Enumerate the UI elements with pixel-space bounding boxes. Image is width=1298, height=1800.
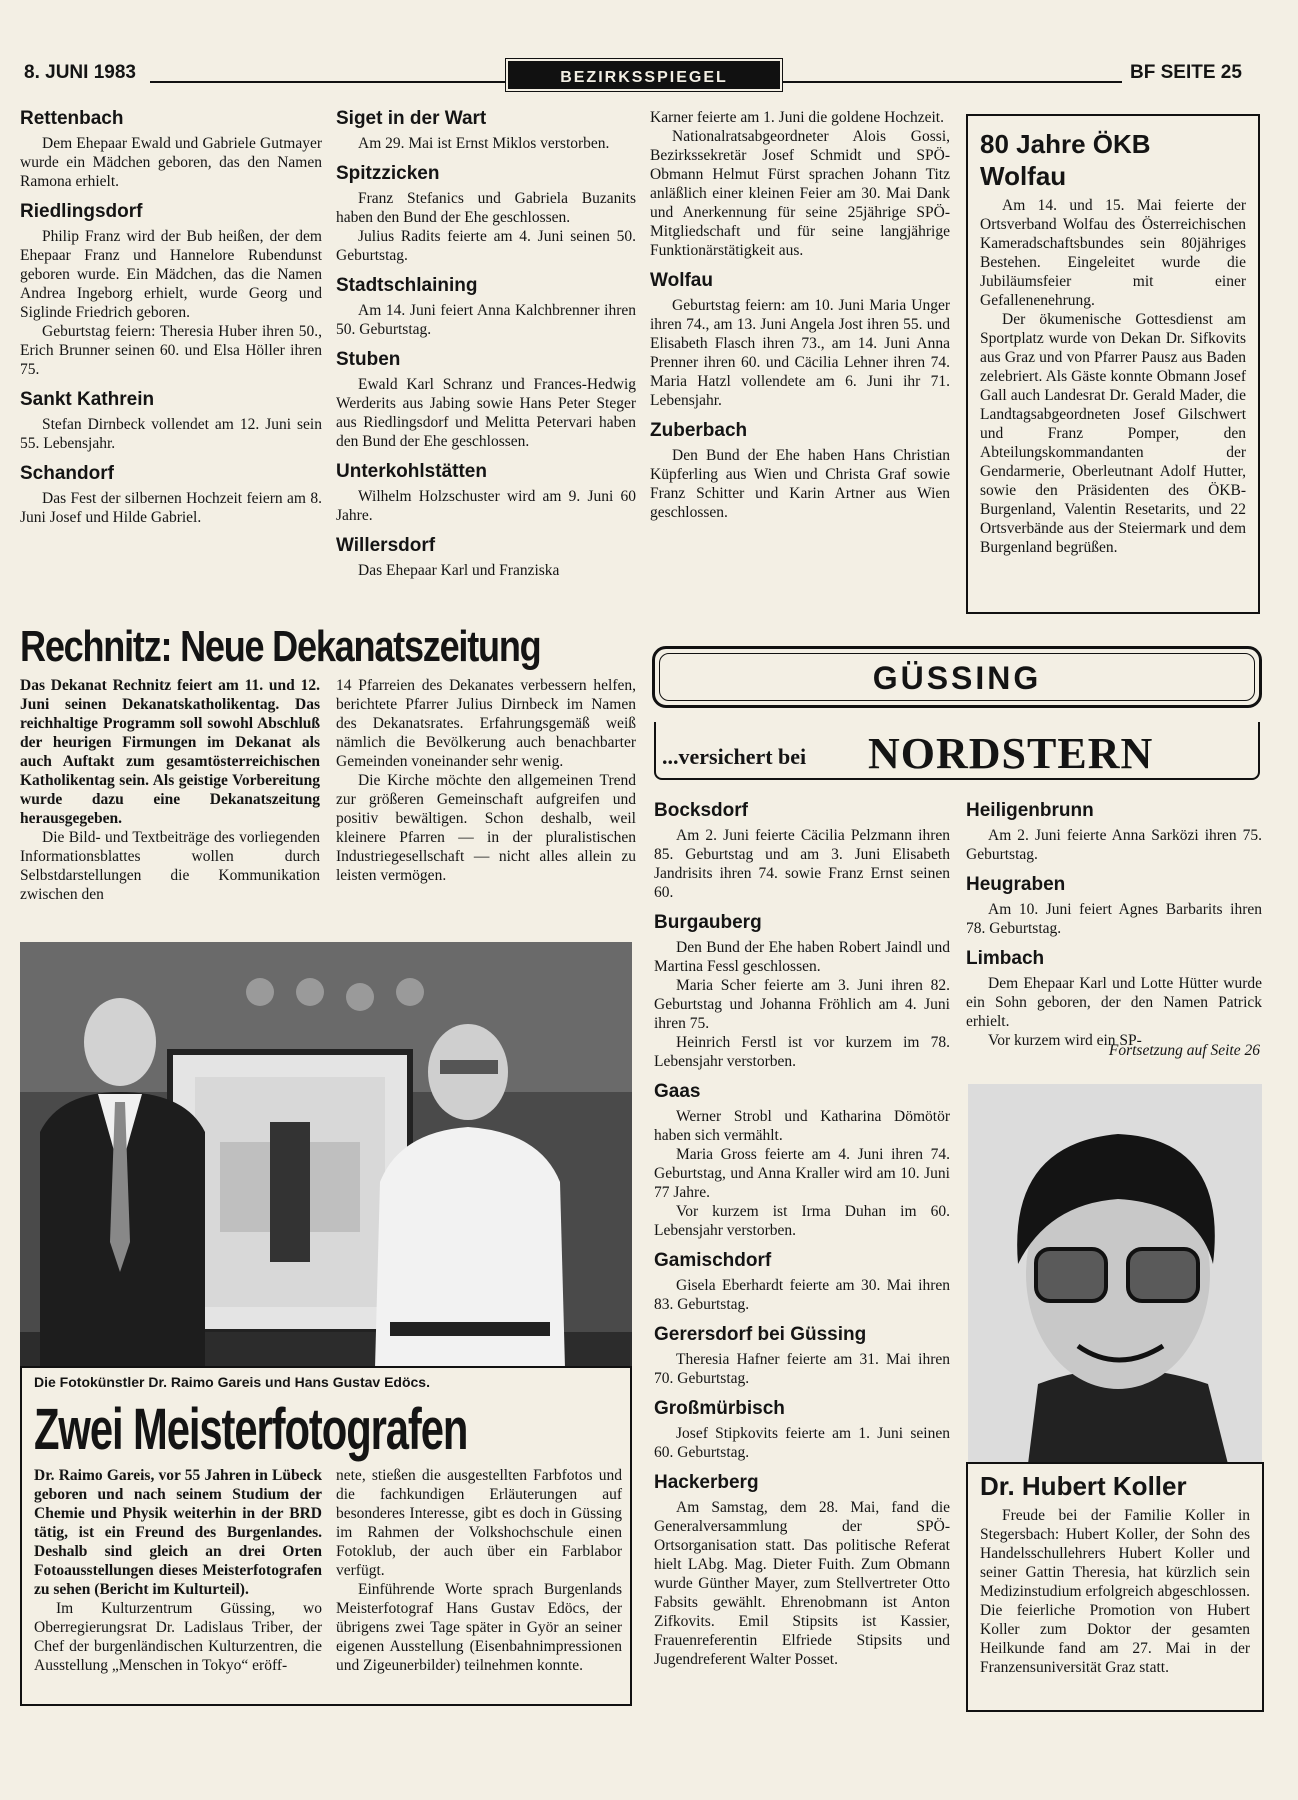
issue-date: 8. JUNI 1983 [24,62,136,83]
section-paragraph: Den Bund der Ehe haben Hans Christian Küpferling aus Wien und Christa Graf sowie Franz Schitter und Karin Artner aus Wien geschlossen. [650,447,950,521]
section-heading: Riedlingsdorf [20,201,143,222]
sponsor-strip [654,722,1260,780]
section-heading: Wolfau [650,270,713,291]
section-heading: Burgauberg [654,912,762,933]
section-heading: Unterkohlstätten [336,461,487,482]
section-heading: Zuberbach [650,420,748,441]
section-heading: Willersdorf [336,535,436,556]
section-paragraph: Am 29. Mai ist Ernst Miklos verstorben. [358,135,610,152]
photographers-photo [20,942,632,1368]
header-rule-right [782,81,1122,83]
section-heading: Bocksdorf [654,800,748,821]
rechnitz-para-4: Die Kirche möchte den allgemeinen Trend zur größeren Gemeinschaft aufgreifen und positiv bewältigen. Schon deshalb, weil kleinere Pfarren — in der pluralistischen Industriegesellschaft — nicht alles allein zu leisten vermögen. [336,772,636,884]
okb-title: 80 Jahre ÖKB [980,129,1151,159]
rechnitz-para-3: 14 Pfarreien des Dekanates verbessern helfen, berichtete Pfarrer Julius Dirnbeck im Namen des Dekanatsrates. Erfahrungsgemäß weiß nämlich die Bevölkerung auch benachbarter Gemeinden voneinander sehr wenig. [336,677,636,770]
section-paragraph: Karner feierte am 1. Juni die goldene Hochzeit. [650,109,944,126]
column-1 [20,108,322,527]
rechnitz-col-2 [336,676,636,885]
section-paragraph: Werner Strobl und Katharina Dömötör haben sich vermählt. [654,1108,950,1144]
column-2 [336,108,636,580]
guessing-banner [652,646,1262,708]
section-heading: Heugraben [966,874,1066,895]
section-paragraph: Franz Stefanics und Gabriela Buzanits haben den Bund der Ehe geschlossen. [336,190,636,226]
guessing-title: GÜSSING [659,653,1255,701]
section-paragraph: Das Ehepaar Karl und Franziska [358,562,560,579]
section-heading: Siget in der Wart [336,108,487,129]
guessing-column-2 [966,800,1262,1050]
section-paragraph: Geburtstag feiern: Theresia Huber ihren 50., Erich Brunner seinen 60. und Elsa Höller ihren 75. [20,323,322,378]
section-paragraph: Maria Gross feierte am 4. Juni ihren 74. Geburtstag, und Anna Kraller wird am 10. Juni 77 Jahre. [654,1146,950,1201]
section-heading: Hackerberg [654,1472,759,1493]
section-paragraph: Maria Scher feierte am 3. Juni ihren 82. Geburtstag und Johanna Fröhlich am 4. Juni ihren 75. [654,977,950,1032]
section-paragraph: Gisela Eberhardt feierte am 30. Mai ihren 83. Geburtstag. [654,1277,950,1313]
koller-name: Dr. Hubert Koller [980,1471,1187,1501]
koller-portrait [968,1084,1262,1464]
section-paragraph: Josef Stipkovits feierte am 1. Juni seinen 60. Geburtstag. [654,1425,950,1461]
section-paragraph: Am 14. Juni feiert Anna Kalchbrenner ihren 50. Geburtstag. [336,302,636,338]
photo-caption: Die Fotokünstler Dr. Raimo Gareis und Hans Gustav Edöcs. [34,1374,430,1390]
section-paragraph: Am 10. Juni feiert Agnes Barbarits ihren 78. Geburtstag. [966,901,1262,937]
koller-portrait-art [968,1084,1262,1464]
okb-box [966,114,1260,614]
rechnitz-col-1 [20,676,320,904]
okb-para-1: Am 14. und 15. Mai feierte der Ortsverband Wolfau des Österreichischen Kameradschaftsbundes sein 80jähriges Bestehen. Eingeleitet wurde die Jubiläumsfeier mit einer Gefallenenehrung. [980,197,1246,309]
section-paragraph: Dem Ehepaar Karl und Lotte Hütter wurde ein Sohn geboren, der den Namen Patrick erhielt. [966,975,1262,1030]
koller-text: Freude bei der Familie Koller in Stegersbach: Hubert Koller, der Sohn des Handelsschullehrers Hubert Koller und seiner Gattin Theresia, hat kürzlich sein Medizinstudium erfolgreich abgeschlossen. Die feierliche Promotion von Hubert Koller zum Doktor der gesamten Heilkunde fand am 27. Mai in der Franzensuniversität Graz statt. [980,1507,1250,1676]
section-paragraph: Das Fest der silbernen Hochzeit feiern am 8. Juni Josef und Hilde Gabriel. [20,490,322,526]
foto-lead: Dr. Raimo Gareis, vor 55 Jahren in Lübeck geboren und nach seinem Studium der Chemie und Physik weiterhin in der BRD tätig, ist ein Freund des Burgenlandes. Deshalb sind gleich an drei Orten Fotoausstellungen dieses Meisterfotografen zu sehen (Bericht im Kulturteil). [34,1467,322,1598]
rechnitz-para-2: Die Bild- und Textbeiträge des vorliegenden Informationsblattes wollen durch Selbstdarstellungen die Kommunikation zwischen den [20,829,320,903]
section-paragraph: Heinrich Ferstl ist vor kurzem im 78. Lebensjahr verstorben. [654,1034,950,1070]
section-paragraph: Am Samstag, dem 28. Mai, fand die Generalversammlung der SPÖ-Ortsorganisation statt. Das politische Referat hielt LAbg. Mag. Dieter Fuith. Zum Obmann wurde Günther Mayer, zum Stellvertreter Otto Fabsits gewählt. Ehrenobmann ist Anton Zifkovits. Emil Stipsits ist Kassier, Frauenreferentin Elfriede Stipsits und Jugendreferent Walter Posset. [654,1499,950,1668]
section-heading: Rettenbach [20,108,124,129]
rechnitz-lead: Das Dekanat Rechnitz feiert am 11. und 12. Juni seinen Dekanatskatholikentag. Das reichhaltige Programm soll sowohl Abschluß der heurigen Firmungen im Dekanat als auch Auftakt zum gesamtösterreichischen Katholikentag sein. Als geistige Vorbereitung wurde dazu eine Dekanatszeitung herausgegeben. [20,677,320,827]
header-rule-left [150,81,505,83]
section-heading: Großmürbisch [654,1398,785,1419]
foto-para-3: nete, stießen die ausgestellten Farbfotos und die fachkundigen Erläuterungen auf besonderes Interesse, gibt es doch in Güssing im Rahmen der Volkshochschule einen Fotoklub, der auch über ein Farblabor verfügt. [336,1467,622,1579]
section-paragraph: Den Bund der Ehe haben Robert Jaindl und Martina Fessl geschlossen. [654,939,950,975]
section-paragraph: Stefan Dirnbeck vollendet am 12. Juni sein 55. Lebensjahr. [20,416,322,452]
foto-col-2 [336,1466,622,1675]
koller-box [966,1462,1264,1712]
section-heading: Gerersdorf bei Güssing [654,1324,867,1345]
sponsor-name: NORDSTERN [868,729,1154,778]
section-paragraph: Vor kurzem wird ein SP- [988,1032,1142,1049]
section-heading: Spitzzicken [336,163,440,184]
section-paragraph: Vor kurzem ist Irma Duhan im 60. Lebensjahr verstorben. [654,1203,950,1239]
sponsor-prefix: ...versichert bei [662,744,807,769]
section-paragraph: Ewald Karl Schranz und Frances-Hedwig Werderits aus Jabing sowie Hans Peter Steger aus Riedlingsdorf und Melitta Petervari haben den Bund der Ehe geschlossen. [336,376,636,450]
rechnitz-headline: Rechnitz: Neue Dekanatszeitung [20,622,541,671]
guessing-column-1 [654,800,950,1669]
section-heading: Limbach [966,948,1045,969]
section-paragraph: Theresia Hafner feierte am 31. Mai ihren 70. Geburtstag. [654,1351,950,1387]
photographers-headline: Zwei Meisterfotografen [34,1397,468,1462]
foto-para-4: Einführende Worte sprach Burgenlands Meisterfotograf Hans Gustav Edöcs, der übrigens zwei Tage später in Györ an seiner eigenen Ausstellung (Eisenbahnimpressionen und Zigeunerbilder) teilnehmen konnte. [336,1581,622,1674]
section-heading: Sankt Kathrein [20,389,155,410]
foto-para-2: Im Kulturzentrum Güssing, wo Oberregierungsrat Dr. Ladislaus Triber, der Chef der burgenländischen Kulturzentren, die Ausstellung „Menschen in Tokyo“ eröff- [34,1600,322,1674]
column-3 [650,108,950,522]
section-paragraph: Julius Radits feierte am 4. Juni seinen 50. Geburtstag. [336,228,636,264]
foto-col-1 [34,1466,322,1675]
section-paragraph: Am 2. Juni feierte Cäcilia Pelzmann ihren 85. Geburtstag und am 3. Juni Elisabeth Jandrisits ihren 74. sowie Franz Ernst seinen 60. [654,827,950,901]
section-banner: BEZIRKSSPIEGEL [508,61,780,89]
section-paragraph: Dem Ehepaar Ewald und Gabriele Gutmayer wurde ein Mädchen geboren, das den Namen Ramona erhielt. [20,135,322,190]
section-paragraph: Geburtstag feiern: am 10. Juni Maria Unger ihren 74., am 13. Juni Angela Jost ihren 55. und Elisabeth Flasch ihren 73., am 14. Juni Anna Prenner ihren 60. und Cäcilia Lehner ihren 74. Maria Hatzl vollendete am 6. Juni ihr 71. Lebensjahr. [650,297,950,409]
continue-note: Fortsetzung auf Seite 26 [1108,1042,1260,1059]
section-paragraph: Wilhelm Holzschuster wird am 9. Juni 60 Jahre. [336,488,636,524]
section-heading: Heiligenbrunn [966,800,1094,821]
section-heading: Stadtschlaining [336,275,478,296]
okb-para-2: Der ökumenische Gottesdienst am Sportplatz wurde von Dekan Dr. Sifkovits aus Graz und von Pfarrer Pausz aus Baden zelebriert. Als Gäste konnte Obmann Josef Gall auch Landesrat Dr. Gerald Mader, die Landtagsabgeordneten Josef Gilschwert und Franz Pomper, den Abteilungskommandanten der Gendarmerie, Oberleutnant Adolf Hutter, sowie den Präsidenten des ÖKB-Burgenland, Valentin Resetarits, und 22 Ortsverbände aus der Steiermark und dem Burgenland begrüßen. [980,311,1246,556]
photographers-photo-art [20,942,632,1368]
section-paragraph: Am 2. Juni feierte Anna Sarközi ihren 75. Geburtstag. [966,827,1262,863]
section-paragraph: Philip Franz wird der Bub heißen, der dem Ehepaar Franz und Hannelore Rubendunst geboren wurde. Ein Mädchen, das die Namen Andrea Ingeborg erhielt, wurde Georg und Siglinde Friedrich geboren. [20,228,322,321]
section-paragraph: Nationalratsabgeordneter Alois Gossi, Bezirkssekretär Josef Schmidt und SPÖ-Obmann Helmut Fürst sprachen Johann Titz anläßlich einer kleinen Feier am 30. Mai Dank und Anerkennung für seine 25jährige SPÖ-Mitgliedschaft und für seine langjährige Funktionärstätigkeit aus. [650,128,950,259]
section-heading: Gamischdorf [654,1250,772,1271]
section-heading: Gaas [654,1081,701,1102]
section-heading: Stuben [336,349,401,370]
page-number: BF SEITE 25 [1130,62,1242,83]
okb-subtitle: Wolfau [980,161,1067,191]
section-heading: Schandorf [20,463,114,484]
